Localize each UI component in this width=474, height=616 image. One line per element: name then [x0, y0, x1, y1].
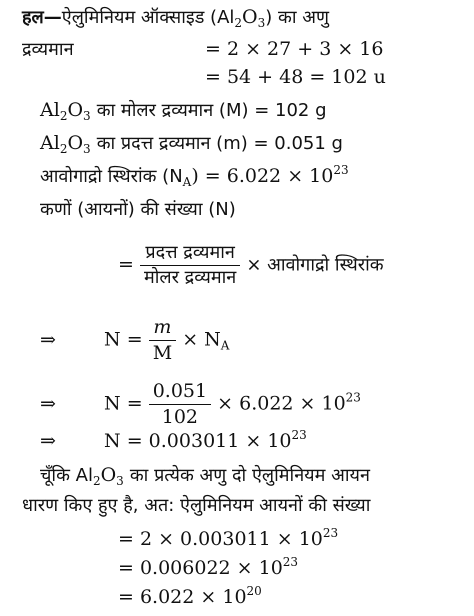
n-value-line	[40, 382, 361, 427]
exp-23: 23	[333, 163, 349, 177]
mass-calc-1	[205, 40, 384, 59]
exp-23: 23	[291, 428, 307, 442]
exp-20: 20	[246, 584, 262, 598]
solution-heading-line	[22, 6, 329, 30]
al-sub: 2	[59, 109, 68, 123]
word-fraction	[140, 244, 240, 287]
given-mass-line: $Al_2O_3$ का प्रदत्त द्रव्यमान (m) = 0.051 g	[40, 132, 343, 156]
solution-label: हल	[22, 7, 44, 28]
mass-word-line	[22, 40, 74, 59]
exp-23: 23	[345, 390, 361, 405]
mass-word: द्रव्यमान	[22, 39, 74, 60]
avogadro-text: आवोगाद्रो स्थिरांक (N	[40, 166, 183, 187]
al-symbol: Al	[40, 132, 60, 154]
word-equation	[118, 244, 384, 287]
exp-23: 23	[322, 526, 339, 540]
m-over-M-fraction	[149, 318, 176, 363]
n-formula-line	[40, 318, 229, 363]
particles-line	[40, 200, 236, 219]
intro-text: ऐलुमिनियम ऑक्साइड (Al	[61, 7, 235, 28]
times-avogadro: × आवोगाद्रो स्थिरांक	[246, 254, 384, 276]
molar-mass-line: $Al_2O_3$ का मोलर द्रव्यमान (M) = 102 g	[40, 99, 327, 123]
final-line-1	[118, 526, 339, 550]
para-2: धारण किए हुए है, अत: ऐलुमिनियम आयनों की संख्या	[22, 495, 371, 516]
fraction-denominator-value: 102	[161, 406, 199, 428]
molar-mass-text: का मोलर द्रव्यमान (M) = 102 g	[96, 100, 327, 121]
fraction-denominator-words: मोलर द्रव्यमान	[143, 267, 237, 288]
solution-dash: —	[43, 7, 62, 28]
n-equals: N =	[104, 328, 143, 351]
paragraph-line-1: चूँकि $Al_2O_3$ का प्रत्येक अणु दो ऐलुमिनियम आयन	[40, 464, 370, 488]
fraction-m: m	[149, 318, 176, 341]
fraction-M: M	[152, 342, 173, 364]
al-sub: 2	[92, 474, 101, 488]
para-1a: चूँकि Al	[40, 465, 93, 486]
n-result-line	[40, 428, 307, 452]
implies-arrow: ⇒	[40, 328, 56, 351]
final-line-2	[118, 555, 299, 579]
n-equals: N =	[104, 392, 143, 415]
particles-text: कणों (आयनों) की संख्या (N)	[40, 199, 236, 220]
mass-calc-2-text: = 54 + 48 = 102 u	[205, 66, 386, 88]
implies-arrow: ⇒	[40, 392, 56, 415]
exp-23: 23	[282, 555, 299, 569]
fraction-numerator-words: प्रदत्त द्रव्यमान	[140, 244, 240, 266]
a-sub: A	[182, 175, 192, 189]
final-3: = 6.022 × 10	[118, 586, 247, 608]
al-symbol: Al	[40, 99, 60, 121]
mass-calc-1-text: = 2 × 27 + 3 × 16	[205, 38, 384, 60]
final-1: = 2 × 0.003011 × 10	[118, 528, 323, 550]
paragraph-line-2	[22, 496, 370, 515]
o-sub: 3	[116, 474, 124, 488]
o-subscript-3: 3	[257, 16, 266, 30]
o-sub: 3	[83, 109, 91, 123]
o-sub: 3	[83, 142, 91, 156]
al-subscript-2: 2	[234, 16, 243, 30]
o-letter: O	[242, 6, 258, 28]
intro-close: ) का अणु	[265, 7, 329, 28]
para-1b: का प्रत्येक अणु दो ऐलुमिनियम आयन	[129, 465, 370, 486]
final-line-3	[118, 584, 262, 608]
numeric-fraction	[149, 382, 211, 427]
avogadro-line	[40, 163, 349, 189]
times-value: × 6.022 × 10	[217, 392, 346, 415]
a-sub: A	[220, 338, 230, 353]
mass-calc-2	[205, 68, 386, 87]
n-result: N = 0.003011 × 10	[104, 430, 292, 452]
al-sub: 2	[59, 142, 68, 156]
implies-arrow: ⇒	[40, 430, 56, 452]
given-mass-text: का प्रदत्त द्रव्यमान (m) = 0.051 g	[96, 133, 343, 154]
final-2: = 0.006022 × 10	[118, 557, 283, 579]
fraction-numerator-value: 0.051	[149, 382, 211, 405]
times-na: × N	[182, 328, 221, 351]
equals-sign: =	[118, 253, 134, 276]
avogadro-value: ) = 6.022 × 10	[191, 165, 334, 187]
